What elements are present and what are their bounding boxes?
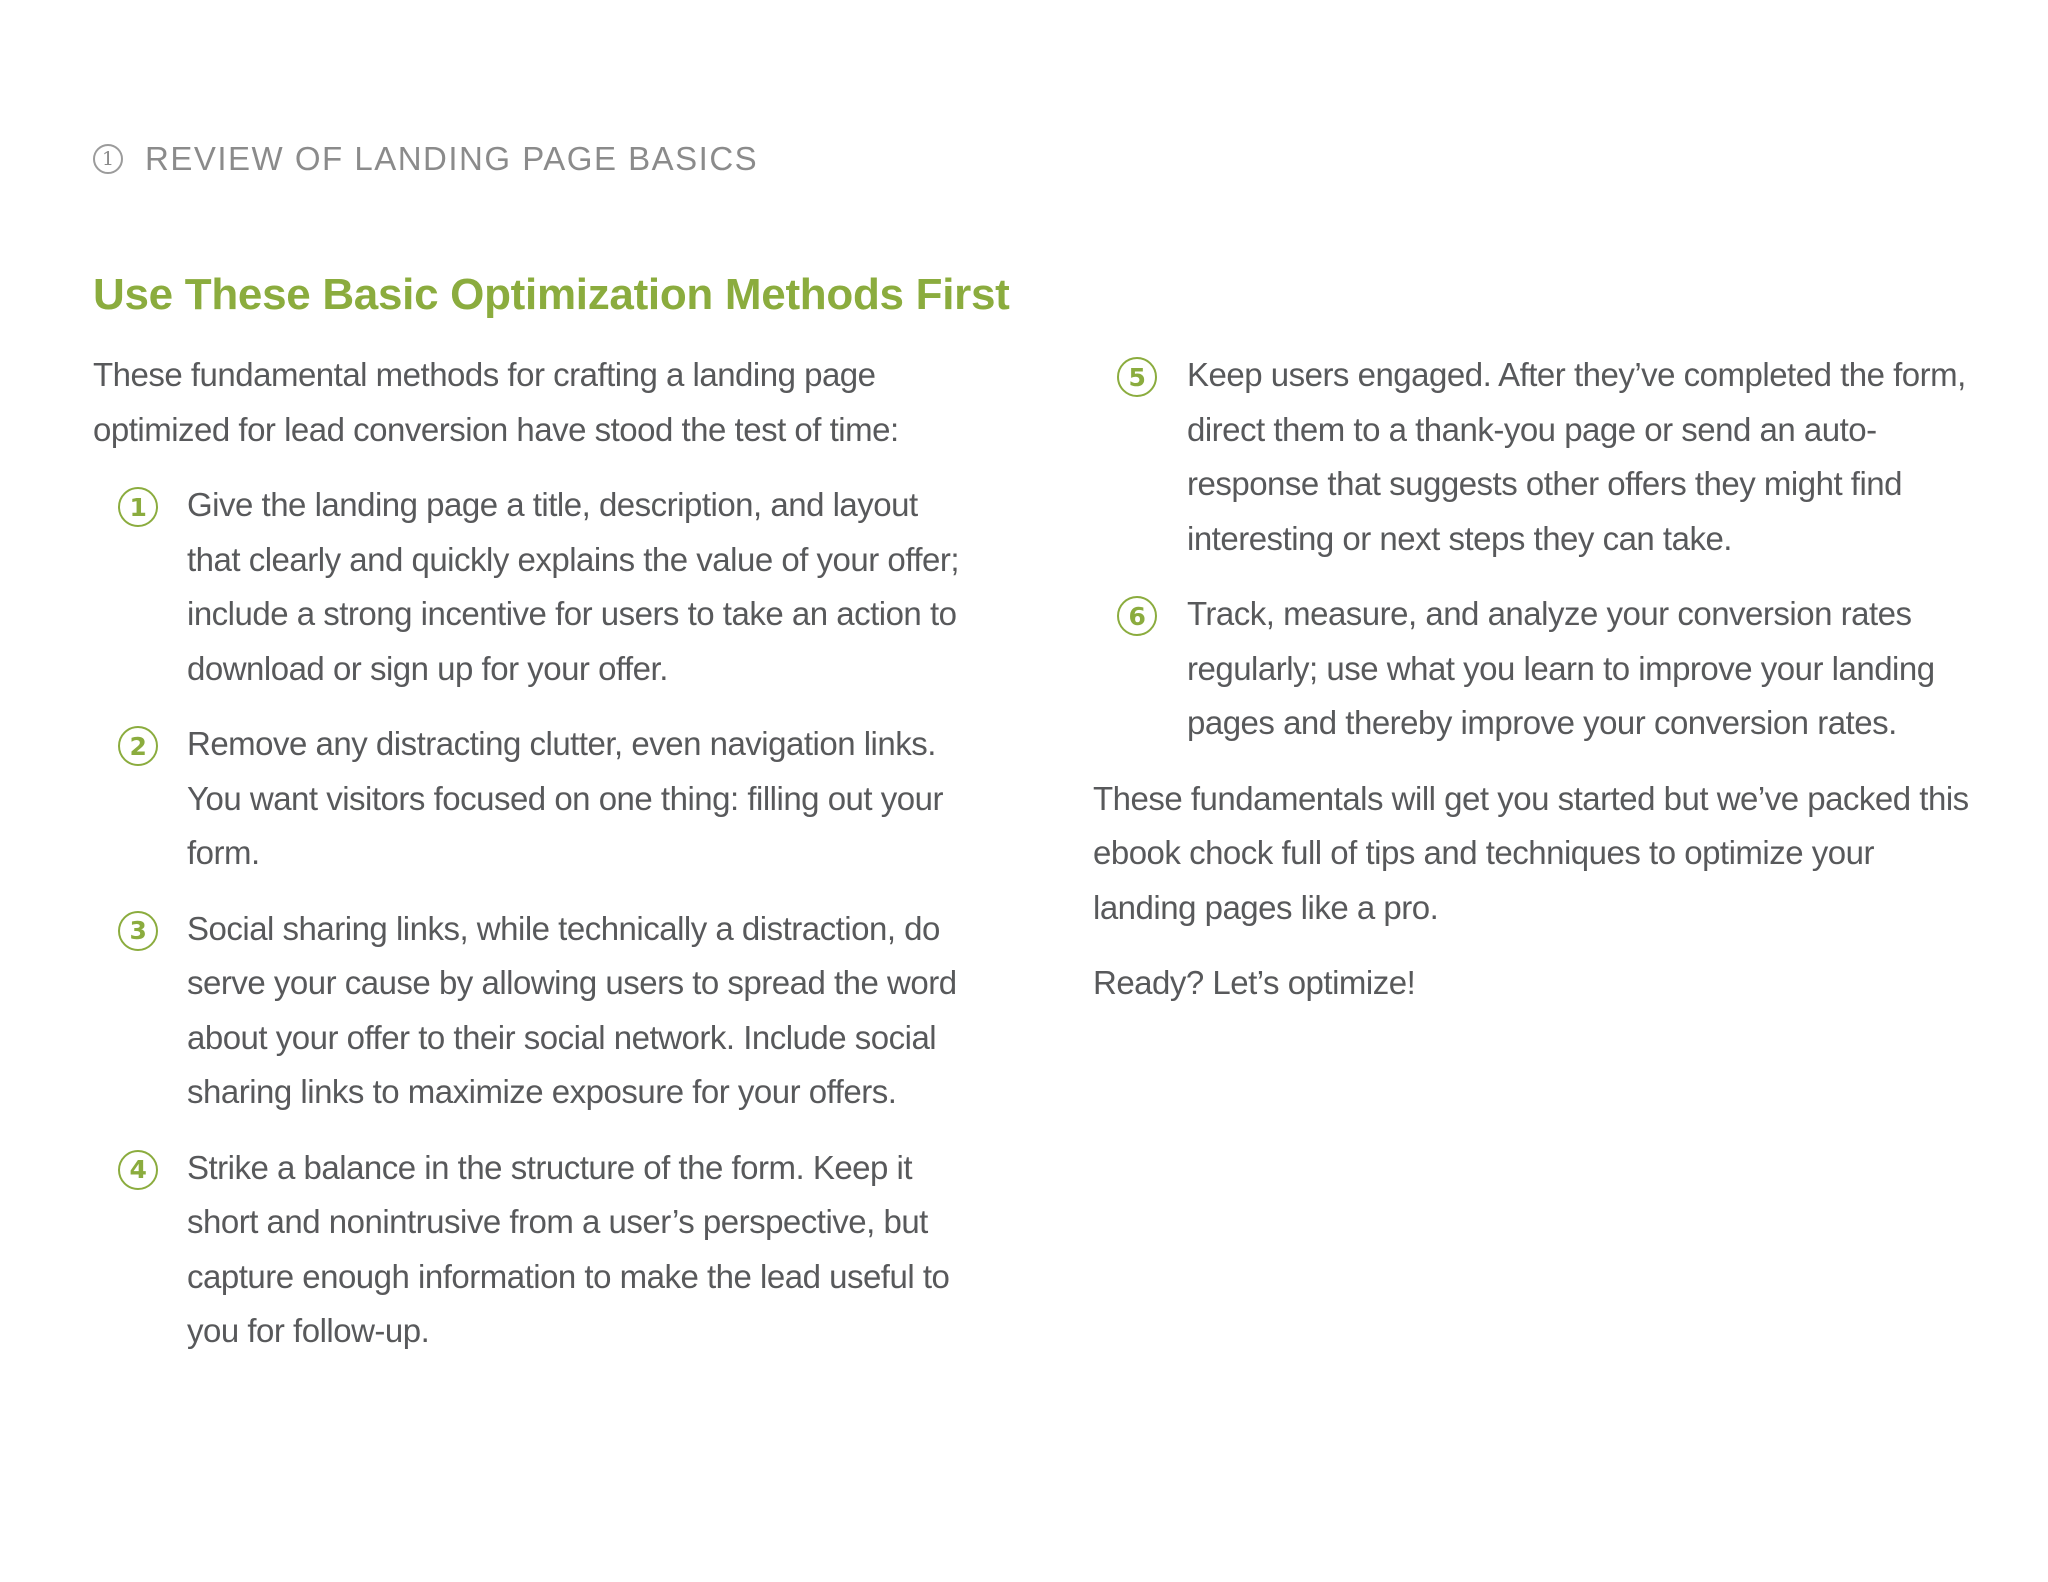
call-to-action-text: Ready? Let’s optimize! xyxy=(1093,964,1416,1001)
list-item-text: Give the landing page a title, description, and layout that clearly and quickly explains the value of your offer; include a strong incentive for users to take an action to download or sign up for your offer. xyxy=(187,486,960,687)
number-badge: 3 xyxy=(118,911,158,951)
list-item xyxy=(93,1141,973,1359)
list-item-text: Social sharing links, while technically a distraction, do serve your cause by allowing users to spread the word about your offer to their social network. Include social sharing links to maximize exposure for your offers. xyxy=(187,909,957,1110)
methods-list xyxy=(93,478,973,1359)
right-column xyxy=(1093,348,1983,1032)
left-column xyxy=(93,348,973,1380)
intro-paragraph: These fundamental methods for crafting a landing page optimized for lead conversion have stood the test of time: xyxy=(93,356,899,448)
number-badge: 5 xyxy=(1117,357,1157,397)
number-badge: 6 xyxy=(1117,596,1157,636)
closing-paragraph: These fundamentals will get you started but we’ve packed this ebook chock full of tips and techniques to optimize your landing pages like a pro. xyxy=(1093,779,1969,926)
list-item xyxy=(1093,587,1983,751)
section-title: REVIEW OF LANDING PAGE BASICS xyxy=(145,140,759,177)
list-item xyxy=(93,717,973,881)
list-item xyxy=(1093,348,1983,566)
section-header xyxy=(93,140,758,178)
list-item-text: Keep users engaged. After they’ve completed the form, direct them to a thank-you page or send an auto-response that suggests other offers they might find interesting or next steps they can take. xyxy=(1187,356,1966,557)
section-number-badge: 1 xyxy=(93,144,123,174)
methods-list-continued xyxy=(1093,348,1983,751)
list-item xyxy=(93,902,973,1120)
list-item xyxy=(93,478,973,696)
list-item-text: Track, measure, and analyze your conversion rates regularly; use what you learn to improve your landing pages and thereby improve your conversion rates. xyxy=(1187,595,1935,741)
number-badge: 1 xyxy=(118,487,158,527)
list-item-text: Remove any distracting clutter, even navigation links. You want visitors focused on one thing: filling out your form. xyxy=(187,725,943,871)
page-title: Use These Basic Optimization Methods First xyxy=(93,270,1010,319)
number-badge: 2 xyxy=(118,726,158,766)
list-item-text: Strike a balance in the structure of the form. Keep it short and nonintrusive from a user’s perspective, but capture enough information to make the lead useful to you for follow-up. xyxy=(187,1148,950,1349)
number-badge: 4 xyxy=(118,1150,158,1190)
